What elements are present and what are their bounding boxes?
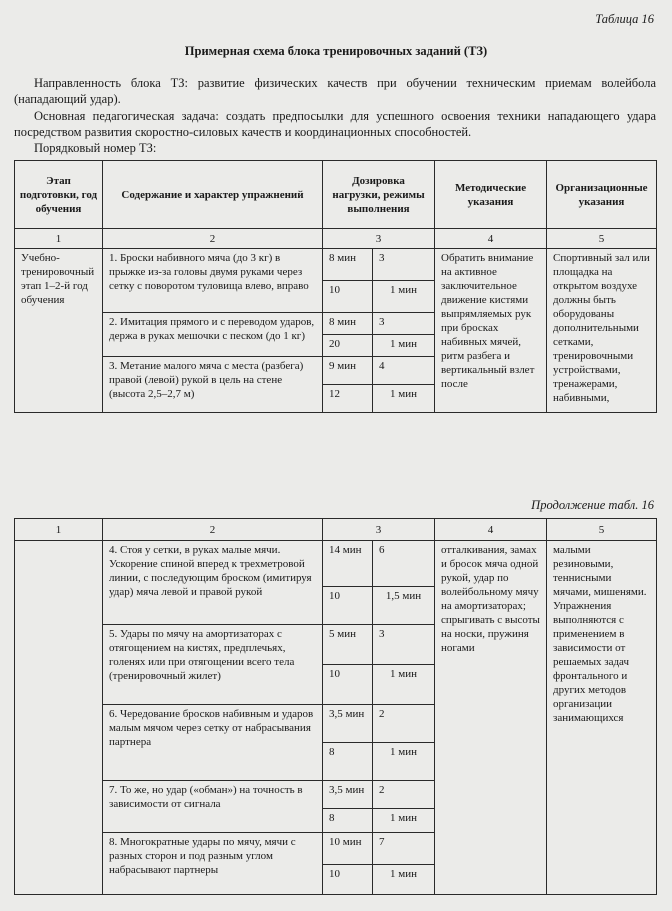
dose-rest: 1 мин [373,809,435,833]
dose-series: 6 [373,541,435,587]
exercise-text: 7. То же, но удар («обман») на точность в зависимости от сигнала [103,781,323,833]
paragraph-direction: Направленность блока ТЗ: развитие физических качеств при обучении техническим приемам волейбола (нападающий удар). [14,76,656,106]
dose-time: 5 мин [323,625,373,665]
dose-reps: 10 [323,281,373,313]
dose-rest: 1 мин [373,335,435,357]
dose-rest: 1 мин [373,865,435,895]
org-cell: малыми резиновыми, теннисными мячами, мишенями. Упражнения выполняются с применением в зависимости от решаемых задач фронтального и других методов организации занимающихся [547,541,657,895]
header-org: Организационные указания [547,161,657,229]
dose-reps: 8 [323,809,373,833]
col-number: 4 [435,519,547,541]
table-part-2 [14,518,657,895]
col-number: 3 [323,229,435,249]
dose-reps: 12 [323,385,373,413]
dose-rest: 1 мин [373,743,435,781]
dose-reps: 10 [323,587,373,625]
dose-rest: 1 мин [373,665,435,705]
col-number: 1 [15,229,103,249]
paragraph-number: Порядковый номер ТЗ: [34,141,157,155]
dose-time: 10 мин [323,833,373,865]
dose-time: 3,5 мин [323,705,373,743]
table-part-1 [14,160,657,413]
header-stage: Этап подготовки, год обучения [15,161,103,229]
exercise-text: 5. Удары по мячу на амортизаторах с отягощением на кистях, предплечьях, голенях или при отягощении всего тела (тренировочный жилет) [103,625,323,705]
col-number: 5 [547,519,657,541]
continuation-label: Продолжение табл. 16 [531,498,654,512]
dose-rest: 1,5 мин [373,587,435,625]
col-number: 4 [435,229,547,249]
dose-rest: 1 мин [373,281,435,313]
table-label: Таблица 16 [595,12,654,26]
col-number: 2 [103,519,323,541]
dose-time: 8 мин [323,249,373,281]
dose-time: 8 мин [323,313,373,335]
exercise-text: 8. Многократные удары по мячу, мячи с разных сторон и под разным углом набрасывают партнеры [103,833,323,895]
dose-series: 3 [373,313,435,335]
dose-reps: 20 [323,335,373,357]
dose-reps: 10 [323,865,373,895]
method-cell: Обратить внимание на активное заключительное движение кистями выпрямляемых рук при бросках набивных мячей, ритм разбега и вертикальный взлет после [435,249,547,413]
col-number: 1 [15,519,103,541]
exercise-text: 1. Броски набивного мяча (до 3 кг) в прыжке из-за головы двумя руками через сетку с поворотом туловища влево, вправо [103,249,323,313]
dose-time: 14 мин [323,541,373,587]
exercise-text: 3. Метание малого мяча с места (разбега) правой (левой) рукой в цель на стене (высота 2,5–2,7 м) [103,357,323,413]
exercise-text: 4. Стоя у сетки, в руках малые мячи. Ускорение спиной вперед к трехметровой линии, с последующим броском (имитируя удар) мяча левой и правой рукой [103,541,323,625]
col-number: 2 [103,229,323,249]
dose-series: 2 [373,705,435,743]
dose-reps: 8 [323,743,373,781]
dose-rest: 1 мин [373,385,435,413]
dose-series: 4 [373,357,435,385]
dose-series: 2 [373,781,435,809]
stage-cell: Учебно-тренировочный этап 1–2-й год обучения [15,249,103,413]
dose-series: 7 [373,833,435,865]
page-title: Примерная схема блока тренировочных заданий (ТЗ) [184,44,488,58]
header-content: Содержание и характер упражнений [103,161,323,229]
dose-series: 3 [373,625,435,665]
dose-time: 9 мин [323,357,373,385]
col-number: 3 [323,519,435,541]
dose-series: 3 [373,249,435,281]
exercise-text: 2. Имитация прямого и с переводом ударов, держа в руках мешочки с песком (до 1 кг) [103,313,323,357]
dose-reps: 10 [323,665,373,705]
method-cell: отталкивания, замах и бросок мяча одной рукой, удар по волейбольному мячу на амортизаторах; спрыгивать с высоты на носки, пружиня ногами [435,541,547,895]
exercise-text: 6. Чередование бросков набивным и ударов малым мячом через сетку от набрасывания партнера [103,705,323,781]
paragraph-task: Основная педагогическая задача: создать предпосылки для успешного освоения техники нападающего удара посредством развития скоростно-силовых качеств и координационных способностей. [14,109,656,139]
org-cell: Спортивный зал или площадка на открытом воздухе должны быть оборудованы дополнительными сетками, тренировочными устройствами, тренажерами, набивными, [547,249,657,413]
header-dosage: Дозировка нагрузки, режимы выполнения [323,161,435,229]
col-number: 5 [547,229,657,249]
header-method: Методические указания [435,161,547,229]
dose-time: 3,5 мин [323,781,373,809]
stage-cell-empty [15,541,103,895]
